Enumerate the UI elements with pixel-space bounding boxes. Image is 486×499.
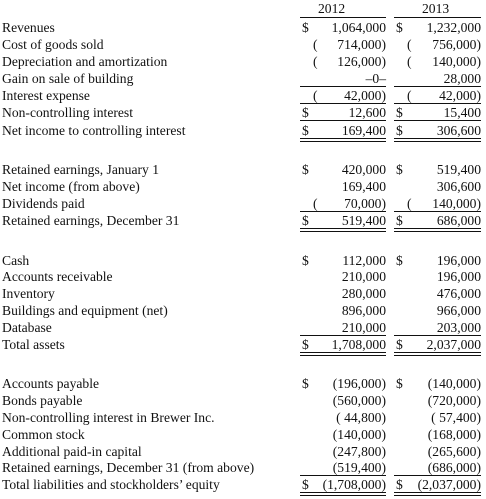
statement-row [0,87,486,104]
open-paren: ( [407,196,412,211]
year-2012-header: 2012 [318,1,346,16]
row-label: Inventory [2,286,55,301]
amount-2012: ( 44,800) [336,410,386,425]
row-label: Interest expense [2,88,90,103]
statement-row [0,104,486,121]
amount-2012: (1,708,000) [322,477,386,492]
amount-2012: 519,400 [341,213,386,228]
row-label: Dividends paid [2,196,85,211]
row-label: Gain on sale of building [2,71,134,86]
row-label: Bonds payable [2,393,83,408]
amount-2013: 756,000) [432,37,481,52]
dollar-sign: $ [302,213,309,228]
amount-2012: (140,000) [332,427,386,442]
amount-2013: (686,000) [427,460,481,475]
double-underline [394,228,481,232]
double-underline [300,352,386,356]
statement-row [0,212,486,229]
dollar-sign: $ [396,105,403,120]
amount-2013: (720,000) [427,393,481,408]
statement-row [0,443,486,460]
open-paren: ( [407,37,412,52]
amount-2013: 306,600 [436,179,481,194]
statement-row [0,285,486,302]
double-underline [394,352,481,356]
dollar-sign: $ [396,477,403,492]
amount-2012: 896,000 [341,303,386,318]
statement-row [0,195,486,212]
statement-row [0,319,486,336]
amount-2013: 140,000) [432,54,481,69]
double-underline [300,492,386,496]
statement-row [0,426,486,443]
row-label: Retained earnings, December 31 (from above) [2,460,255,475]
statement-row [0,70,486,87]
statement-row [0,122,486,139]
row-label: Cost of goods sold [2,37,104,52]
double-underline [300,138,386,142]
row-label: Database [2,320,52,335]
amount-2012: (196,000) [332,376,386,391]
amount-2013: 306,600 [436,123,481,138]
row-label: Accounts receivable [2,269,113,284]
dollar-sign: $ [302,376,309,391]
underline [300,120,386,121]
statement-row [0,302,486,319]
dollar-sign: $ [302,162,309,177]
header-rule-2012 [300,17,386,18]
row-label: Total liabilities and stockholders’ equity [2,477,220,492]
statement-row [0,161,486,178]
row-label: Net income to controlling interest [2,123,186,138]
amount-2012: 210,000 [341,269,386,284]
dollar-sign: $ [396,376,403,391]
statement-row [0,53,486,70]
amount-2013: 1,232,000 [426,20,481,35]
row-label: Common stock [2,427,85,442]
statement-row [0,409,486,426]
statement-row [0,36,486,53]
double-underline [300,228,386,232]
amount-2013: 966,000 [436,303,481,318]
amount-2013: 15,400 [443,105,481,120]
dollar-sign: $ [302,477,309,492]
amount-2012: (560,000) [332,393,386,408]
amount-2013: (2,037,000) [417,477,481,492]
amount-2013: (265,600) [427,444,481,459]
amount-2013: 2,037,000 [426,337,481,352]
row-label: Retained earnings, December 31 [2,213,180,228]
row-label: Total assets [2,337,65,352]
dollar-sign: $ [396,162,403,177]
amount-2012: –0– [365,71,386,86]
open-paren: ( [313,88,318,103]
row-label: Revenues [2,20,55,35]
row-label: Non-controlling interest [2,105,133,120]
dollar-sign: $ [302,253,309,268]
amount-2012: 1,064,000 [331,20,386,35]
amount-2012: 126,000) [337,54,386,69]
amount-2013: 519,400 [436,162,481,177]
row-label: Accounts payable [2,376,100,391]
amount-2013: ( 57,400) [431,410,481,425]
open-paren: ( [313,196,318,211]
row-label: Buildings and equipment (net) [2,303,168,318]
amount-2012: 112,000 [342,253,386,268]
row-label: Cash [2,253,30,268]
open-paren: ( [313,54,318,69]
amount-2012: 12,600 [348,105,386,120]
dollar-sign: $ [302,105,309,120]
year-2013-header: 2013 [422,1,450,16]
dollar-sign: $ [396,337,403,352]
amount-2012: 169,400 [341,123,386,138]
amount-2012: 714,000) [337,37,386,52]
amount-2013: 42,000) [439,88,481,103]
open-paren: ( [407,54,412,69]
underline [394,120,481,121]
amount-2013: 196,000 [436,269,481,284]
dollar-sign: $ [396,213,403,228]
amount-2012: 1,708,000 [331,337,386,352]
amount-2012: (247,800) [332,444,386,459]
open-paren: ( [407,88,412,103]
statement-row [0,459,486,476]
header-rule-2013 [394,17,481,18]
statement-row [0,252,486,269]
amount-2012: (519,400) [332,460,386,475]
amount-2013: 196,000 [436,253,481,268]
statement-row [0,392,486,409]
amount-2012: 169,400 [341,179,386,194]
dollar-sign: $ [302,123,309,138]
statement-row [0,336,486,353]
statement-row [0,19,486,36]
dollar-sign: $ [302,337,309,352]
row-label: Additional paid-in capital [2,444,142,459]
statement-row [0,268,486,285]
open-paren: ( [313,37,318,52]
statement-row [0,178,486,195]
amount-2013: (168,000) [427,427,481,442]
row-label: Net income (from above) [2,179,140,194]
amount-2012: 280,000 [341,286,386,301]
double-underline [394,138,481,142]
dollar-sign: $ [396,123,403,138]
statement-row [0,476,486,493]
amount-2012: 210,000 [341,320,386,335]
column-header [0,0,486,17]
dollar-sign: $ [396,253,403,268]
amount-2012: 420,000 [341,162,386,177]
amount-2013: (140,000) [427,376,481,391]
dollar-sign: $ [396,20,403,35]
statement-row [0,375,486,392]
amount-2012: 70,000) [344,196,386,211]
amount-2013: 686,000 [436,213,481,228]
row-label: Retained earnings, January 1 [2,162,160,177]
amount-2013: 28,000 [443,71,481,86]
amount-2013: 476,000 [436,286,481,301]
dollar-sign: $ [302,20,309,35]
row-label: Non-controlling interest in Brewer Inc. [2,410,215,425]
row-label: Depreciation and amortization [2,54,168,69]
amount-2012: 42,000) [344,88,386,103]
amount-2013: 140,000) [432,196,481,211]
amount-2013: 203,000 [436,320,481,335]
double-underline [394,492,481,496]
